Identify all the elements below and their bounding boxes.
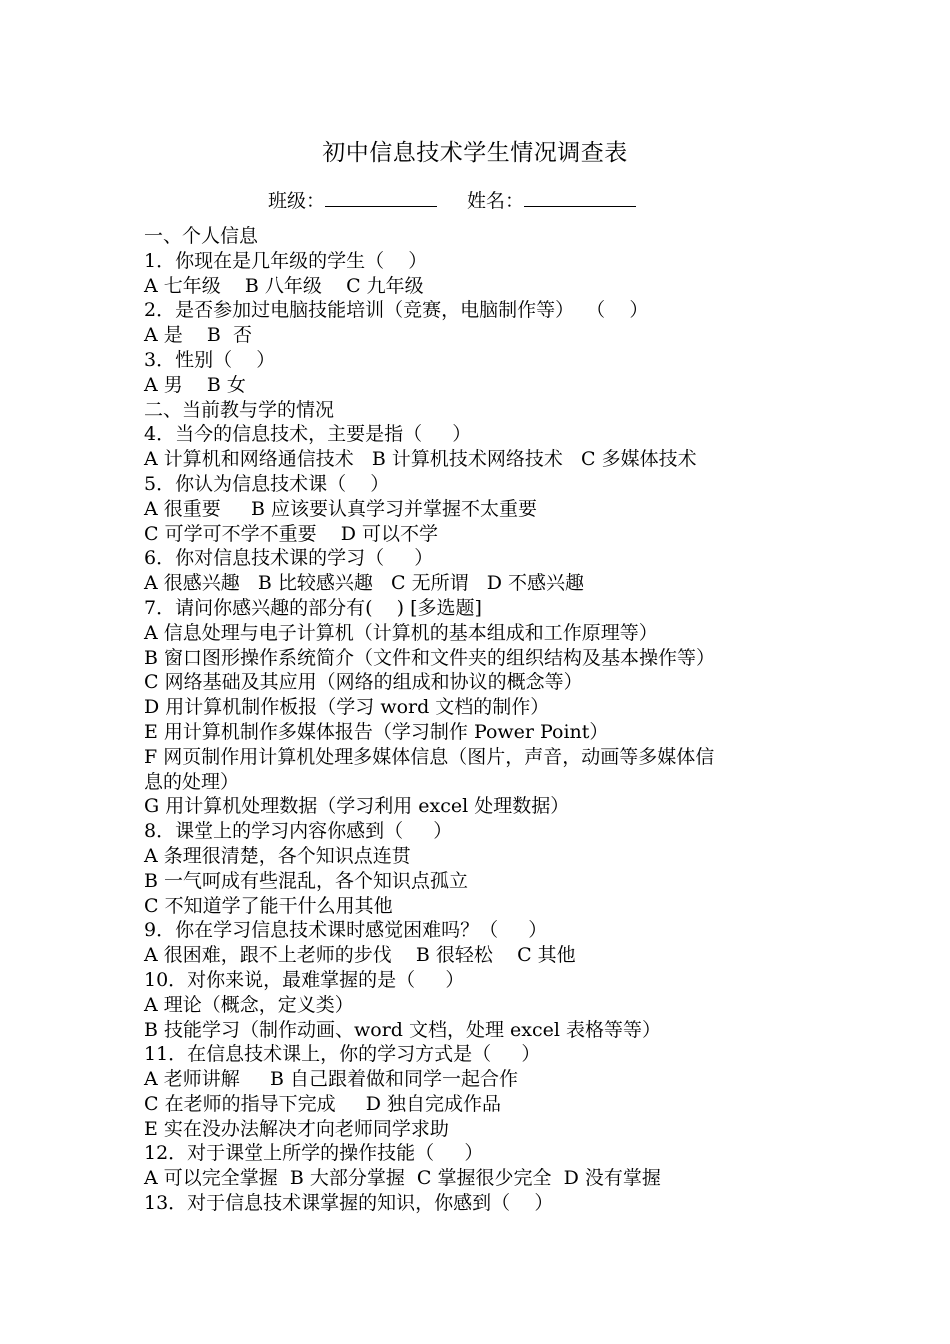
survey-line: A 男 B 女 (144, 373, 246, 396)
survey-line: A 是 B 否 (144, 324, 252, 347)
survey-line: C 在老师的指导下完成 D 独自完成作品 (144, 1092, 502, 1115)
survey-line: E 用计算机制作多媒体报告（学习制作 Power Point） (144, 720, 609, 743)
survey-line: A 很困难，跟不上老师的步伐 B 很轻松 C 其他 (144, 944, 576, 967)
survey-line: 6．你对信息技术课的学习（ ） (144, 547, 434, 570)
survey-line: 11．在信息技术课上，你的学习方式是（ ） (144, 1043, 541, 1066)
name-blank (524, 188, 636, 207)
survey-line: 息的处理） (144, 770, 240, 793)
survey-line: F 网页制作用计算机处理多媒体信息（图片，声音，动画等多媒体信 (144, 745, 715, 768)
survey-line: 1．你现在是几年级的学生（ ） (144, 249, 428, 272)
survey-line: D 用计算机制作板报（学习 word 文档的制作） (144, 696, 550, 719)
survey-line: 5．你认为信息技术课（ ） (144, 472, 390, 495)
name-label: 姓名： (467, 190, 525, 212)
survey-line: 12．对于课堂上所学的操作技能（ ） (144, 1142, 484, 1165)
survey-line: 13．对于信息技术课掌握的知识，你感到（ ） (144, 1192, 554, 1215)
survey-line: C 不知道学了能干什么用其他 (144, 894, 393, 917)
survey-line: C 网络基础及其应用（网络的组成和协议的概念等） (144, 671, 583, 694)
survey-line: G 用计算机处理数据（学习利用 excel 处理数据） (144, 795, 570, 818)
page-title: 初中信息技术学生情况调查表 (322, 140, 628, 166)
survey-line: 9．你在学习信息技术课时感觉困难吗？（ ） (144, 919, 548, 942)
survey-line: A 老师讲解 B 自己跟着做和同学一起合作 (144, 1068, 518, 1091)
student-info-line (268, 186, 636, 213)
survey-line: 8．课堂上的学习内容你感到（ ） (144, 820, 453, 843)
survey-line: A 理论（概念，定义类） (144, 993, 354, 1016)
survey-line: 3．性别（ ） (144, 348, 276, 371)
survey-line: A 很感兴趣 B 比较感兴趣 C 无所谓 D 不感兴趣 (144, 572, 584, 595)
survey-line: C 可学可不学不重要 D 可以不学 (144, 522, 439, 545)
survey-line: 7．请问你感兴趣的部分有( ) [多选题] (144, 596, 482, 619)
survey-line: A 七年级 B 八年级 C 九年级 (144, 274, 424, 297)
survey-line: B 一气呵成有些混乱，各个知识点孤立 (144, 869, 469, 892)
survey-line: A 很重要 B 应该要认真学习并掌握不太重要 (144, 497, 537, 520)
survey-line: A 信息处理与电子计算机（计算机的基本组成和工作原理等） (144, 621, 658, 644)
survey-line: B 窗口图形操作系统简介（文件和文件夹的组织结构及基本操作等） (144, 646, 716, 669)
class-blank (325, 188, 437, 207)
survey-line: 10．对你来说，最难掌握的是（ ） (144, 968, 465, 991)
survey-line: 二、当前教与学的情况 (144, 398, 335, 421)
survey-line: B 技能学习（制作动画、word 文档，处理 excel 表格等等） (144, 1018, 661, 1041)
survey-line: A 计算机和网络通信技术 B 计算机技术网络技术 C 多媒体技术 (144, 448, 697, 471)
survey-line: A 可以完全掌握 B 大部分掌握 C 掌握很少完全 D 没有掌握 (144, 1167, 661, 1190)
survey-line: 一、个人信息 (144, 225, 259, 247)
survey-body (144, 224, 814, 1216)
survey-line: 4．当今的信息技术，主要是指（ ） (144, 423, 472, 446)
survey-line: 2．是否参加过电脑技能培训（竞赛，电脑制作等） （ ） (144, 299, 649, 322)
survey-line: A 条理很清楚，各个知识点连贯 (144, 844, 411, 867)
class-label: 班级： (268, 190, 326, 212)
survey-line: E 实在没办法解决才向老师同学求助 (144, 1117, 449, 1140)
